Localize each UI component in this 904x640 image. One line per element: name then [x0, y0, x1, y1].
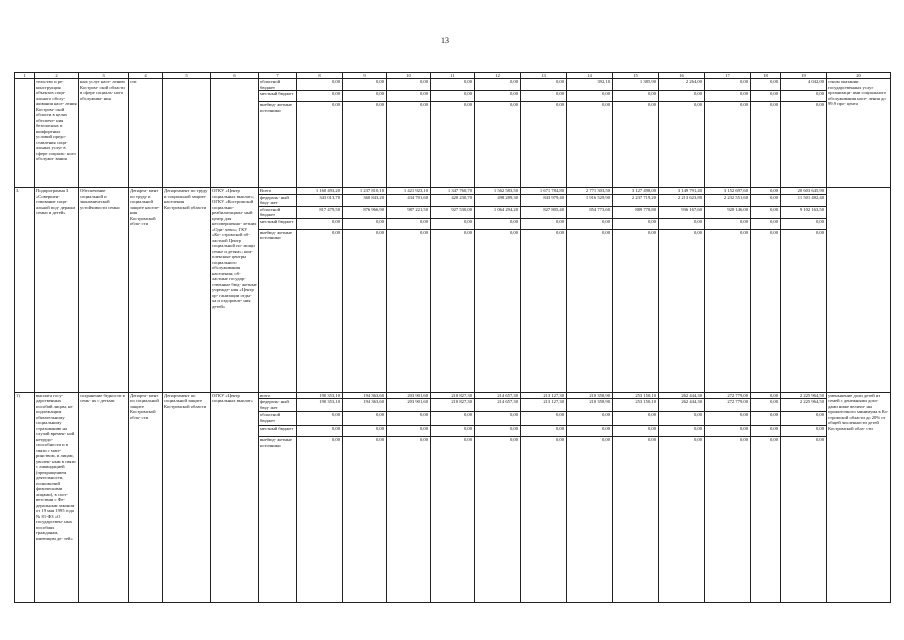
- value-cell: 0,00: [613, 229, 659, 392]
- value-cell: 0,00: [475, 229, 521, 392]
- value-cell: 0,00: [475, 91, 521, 102]
- value-cell: 0,00: [751, 206, 781, 218]
- value-cell: 434 701,60: [387, 194, 431, 206]
- value-cell: 0,00: [475, 102, 521, 188]
- value-cell: 0,00: [567, 412, 613, 426]
- header-cell: 4: [129, 73, 163, 79]
- value-cell: 0,00: [659, 102, 705, 188]
- value-cell: 0,00: [705, 102, 751, 188]
- value-cell: 2 771 303,50: [567, 188, 613, 195]
- value-cell: 420 230,70: [431, 194, 475, 206]
- value-cell: 2 225 964,50: [781, 392, 827, 399]
- value-cell: 1 562 583,50: [475, 188, 521, 195]
- block3-c1: 1): [15, 392, 35, 603]
- value-cell: 0,00: [475, 412, 521, 426]
- value-cell: 190 353,10: [297, 399, 343, 412]
- value-cell: 0,00: [387, 79, 431, 91]
- value-cell: 0,00: [297, 79, 343, 91]
- value-cell: 0,00: [751, 392, 781, 399]
- block3-c2: выплата госу- дарственных пособий лицам, не подлежащим обязательному социальному страхованию на случай времен- ной нетрудо- способности и в связи с мате- ринством, и лицам, уволен- ным в связи с ликвидацией (прекращением деятельности, полномочий физическими лицами), в соот- ветствии с Фе- деральным законом от 19 мая 1995 года № 81-ФЗ «О государствен- ных пособиях гражданам, имеющим де- тей»: [35, 392, 79, 603]
- funding-source: местный бюджет: [259, 426, 297, 437]
- value-cell: 0,00: [659, 218, 705, 229]
- value-cell: 0,00: [521, 437, 567, 603]
- value-cell: 936 167,60: [659, 206, 705, 218]
- header-cell: 3: [79, 73, 129, 79]
- value-cell: 0,00: [567, 102, 613, 188]
- value-cell: 927 530,00: [431, 206, 475, 218]
- value-cell: 272 779,00: [705, 392, 751, 399]
- value-cell: 0,00: [751, 437, 781, 603]
- funding-source: областной бюджет: [259, 206, 297, 218]
- value-cell: 0,00: [751, 426, 781, 437]
- value-cell: 4 042,00: [781, 79, 827, 91]
- block2-c4: Департа- мент по труду и социальной защите населе- ния Костромской обла- сти: [129, 188, 163, 393]
- funding-source: федераль- ный бюд- жет: [259, 194, 297, 206]
- value-cell: 0,00: [475, 218, 521, 229]
- header-cell: 5: [163, 73, 211, 79]
- value-cell: 0,00: [387, 437, 431, 603]
- block1-c1: [15, 79, 35, 188]
- value-cell: 1 064 294,20: [475, 206, 521, 218]
- value-cell: 0,00: [343, 437, 387, 603]
- value-cell: 0,00: [343, 79, 387, 91]
- value-cell: 360 843,20: [343, 194, 387, 206]
- value-cell: 0,00: [387, 91, 431, 102]
- block1-c3: ных услуг насе- лению Костром- ской области в сфере социаль- ного обслужива- ния: [79, 79, 129, 188]
- value-cell: 0,00: [781, 229, 827, 392]
- value-cell: 2 237 719,20: [613, 194, 659, 206]
- page-number: 13: [441, 36, 449, 45]
- value-cell: 0,00: [613, 412, 659, 426]
- value-cell: 0,00: [659, 437, 705, 603]
- value-cell: 0,00: [297, 426, 343, 437]
- value-cell: 0,00: [705, 437, 751, 603]
- value-cell: 1 671 784,80: [521, 188, 567, 195]
- value-cell: 0,00: [781, 91, 827, 102]
- funding-source: областной бюджет: [259, 412, 297, 426]
- value-cell: 854 773,60: [567, 206, 613, 218]
- value-cell: 0,00: [521, 218, 567, 229]
- value-cell: 0,00: [431, 91, 475, 102]
- value-cell: 210 827,30: [431, 399, 475, 412]
- value-cell: 392,10: [567, 79, 613, 91]
- value-cell: 262 444,30: [659, 392, 705, 399]
- value-cell: 817 479,50: [297, 206, 343, 218]
- value-cell: 0,00: [567, 218, 613, 229]
- block2-c3: Обеспечение социальной и экономической устойчивости семьи: [79, 188, 129, 393]
- header-cell: 20: [827, 73, 891, 79]
- value-cell: 0,00: [567, 229, 613, 392]
- program-table: [14, 72, 891, 603]
- value-cell: 0,00: [781, 412, 827, 426]
- value-cell: 210 358,90: [567, 392, 613, 399]
- value-cell: 987 221,50: [387, 206, 431, 218]
- value-cell: 0,00: [431, 437, 475, 603]
- funding-source: всего: [259, 392, 297, 399]
- header-cell: 6: [211, 73, 259, 79]
- value-cell: 343 013,70: [297, 194, 343, 206]
- value-cell: 0,00: [751, 102, 781, 188]
- header-cell: 18: [751, 73, 781, 79]
- value-cell: 253 150,10: [613, 392, 659, 399]
- header-cell: 13: [521, 73, 567, 79]
- value-cell: 0,00: [387, 412, 431, 426]
- value-cell: 214 657,30: [475, 399, 521, 412]
- value-cell: 272 779,00: [705, 399, 751, 412]
- value-cell: 2 213 623,80: [659, 194, 705, 206]
- funding-source: внебюд- жетные источники: [259, 437, 297, 603]
- header-cell: 1: [15, 73, 35, 79]
- header-cell: 17: [705, 73, 751, 79]
- funding-source: внебюд- жетные источники: [259, 102, 297, 188]
- value-cell: 3 149 791,40: [659, 188, 705, 195]
- value-cell: 0,00: [705, 412, 751, 426]
- value-cell: 0,00: [659, 412, 705, 426]
- value-cell: 0,00: [781, 102, 827, 188]
- value-cell: 0,00: [705, 218, 751, 229]
- value-cell: 262 444,30: [659, 399, 705, 412]
- value-cell: 0,00: [751, 188, 781, 195]
- block3-c4: Департа- мент по социальной защите Костромской обла- сти: [129, 392, 163, 603]
- funding-source: федераль- ный бюд- жет: [259, 399, 297, 412]
- value-cell: 0,00: [297, 102, 343, 188]
- block1-c2: тельство и ре- конструкция объектов соци- ального обслу- живания насе- ления Костром- ской области в целях обеспече- ния безопасных и комфортных условий предо- ставления соци- альных услуг в сфере социаль- ного обслужи- вания: [35, 79, 79, 188]
- block3-c20: уменьшение доли детей из семей с денежными дохо- дами ниже величи- ны прожиточного минимума в Ко- стромской области до 20% от общей численности детей Костромской обла- сти: [827, 392, 891, 603]
- header-cell: 14: [567, 73, 613, 79]
- value-cell: 0,00: [343, 412, 387, 426]
- value-cell: 0,00: [475, 437, 521, 603]
- value-cell: 1 347 760,70: [431, 188, 475, 195]
- value-cell: 1 160 493,20: [297, 188, 343, 195]
- value-cell: 0,00: [567, 91, 613, 102]
- header-cell: 9: [343, 73, 387, 79]
- value-cell: 920 146,00: [705, 206, 751, 218]
- value-cell: 0,00: [567, 437, 613, 603]
- value-cell: 0,00: [781, 426, 827, 437]
- value-cell: 0,00: [613, 426, 659, 437]
- block1-c4: сти: [129, 79, 163, 188]
- value-cell: 210 827,30: [431, 392, 475, 399]
- header-cell: 7: [259, 73, 297, 79]
- value-cell: 0,00: [431, 79, 475, 91]
- value-cell: 0,00: [343, 426, 387, 437]
- value-cell: 214 657,30: [475, 392, 521, 399]
- block2-c20: [827, 188, 891, 393]
- funding-source: местный бюджет: [259, 91, 297, 102]
- value-cell: 0,00: [751, 194, 781, 206]
- block2-c5: Департамент по труду и социальной защите населения Костромской области: [163, 188, 211, 393]
- value-cell: 876 966,90: [343, 206, 387, 218]
- header-cell: 16: [659, 73, 705, 79]
- value-cell: 2 264,00: [659, 79, 705, 91]
- value-cell: 0,00: [297, 437, 343, 603]
- block3-c5: Департамент по социальной защите Костромской области: [163, 392, 211, 603]
- header-cell: 19: [781, 73, 827, 79]
- value-cell: 0,00: [659, 229, 705, 392]
- value-cell: 0,00: [659, 426, 705, 437]
- value-cell: 0,00: [705, 426, 751, 437]
- value-cell: 203 901,60: [387, 392, 431, 399]
- value-cell: 0,00: [521, 102, 567, 188]
- value-cell: 1 916 529,90: [567, 194, 613, 206]
- value-cell: 498 289,30: [475, 194, 521, 206]
- value-cell: 0,00: [521, 412, 567, 426]
- value-cell: 0,00: [751, 399, 781, 412]
- value-cell: 0,00: [475, 79, 521, 91]
- block2-c2: Подпрограмма 3 «Совершен- ствование соци- альной под- держки семьи и детей»: [35, 188, 79, 393]
- value-cell: 1 385,90: [613, 79, 659, 91]
- value-cell: 0,00: [751, 218, 781, 229]
- value-cell: 0,00: [387, 229, 431, 392]
- value-cell: 889 778,80: [613, 206, 659, 218]
- value-cell: 0,00: [751, 229, 781, 392]
- value-cell: 20 603 645,90: [781, 188, 827, 195]
- value-cell: 0,00: [343, 91, 387, 102]
- value-cell: 0,00: [613, 218, 659, 229]
- header-cell: 10: [387, 73, 431, 79]
- value-cell: 0,00: [751, 412, 781, 426]
- value-cell: 0,00: [475, 426, 521, 437]
- value-cell: 0,00: [297, 91, 343, 102]
- funding-source: внебюд- жетные источники: [259, 229, 297, 392]
- value-cell: 1 421 923,10: [387, 188, 431, 195]
- value-cell: 2 225 964,50: [781, 399, 827, 412]
- block1-c5: [163, 79, 211, 188]
- value-cell: 0,00: [431, 102, 475, 188]
- value-cell: 0,00: [297, 412, 343, 426]
- value-cell: 0,00: [613, 91, 659, 102]
- value-cell: 253 150,10: [613, 399, 659, 412]
- header-cell: 2: [35, 73, 79, 79]
- value-cell: 3 127 498,00: [613, 188, 659, 195]
- budget-row: [15, 79, 891, 91]
- header-cell: 11: [431, 73, 475, 79]
- value-cell: 0,00: [613, 437, 659, 603]
- value-cell: 0,00: [705, 91, 751, 102]
- funding-source: областной бюджет: [259, 79, 297, 91]
- value-cell: 190 353,10: [297, 392, 343, 399]
- value-cell: 0,00: [297, 229, 343, 392]
- value-cell: 194 363,60: [343, 399, 387, 412]
- value-cell: 0,00: [781, 437, 827, 603]
- value-cell: 0,00: [521, 91, 567, 102]
- value-cell: 210 358,90: [567, 399, 613, 412]
- value-cell: 0,00: [431, 218, 475, 229]
- value-cell: 0,00: [705, 79, 751, 91]
- value-cell: 0,00: [387, 102, 431, 188]
- block3-c3: сохранение бедности в семь- ях с детьми: [79, 392, 129, 603]
- value-cell: 0,00: [659, 91, 705, 102]
- value-cell: 0,00: [431, 412, 475, 426]
- value-cell: 0,00: [521, 426, 567, 437]
- value-cell: 0,00: [431, 229, 475, 392]
- value-cell: 0,00: [521, 229, 567, 392]
- block2-c6: ОГКУ «Центр социальных выплат»; ОГКУ «Костромской социально- реабилитацион- ный центр для несовершенно- летних «Оди- чево»; ГКУ «Ко- стромской об- ластной Центр социальной по- мощи семье и детям»; ком- плексные центры социального обслуживания населения; об- ластные государ- ственные бюд- жетные учрежде- ния «Центр ор- ганизации отды- ха и оздоровле- ния детей»: [211, 188, 259, 393]
- value-cell: 0,00: [751, 91, 781, 102]
- value-cell: 0,00: [297, 218, 343, 229]
- funding-source: местный бюджет: [259, 218, 297, 229]
- value-cell: 0,00: [567, 426, 613, 437]
- value-cell: 0,00: [343, 229, 387, 392]
- value-cell: 213 127,30: [521, 399, 567, 412]
- value-cell: 827 805,40: [521, 206, 567, 218]
- value-cell: 203 901,60: [387, 399, 431, 412]
- value-cell: 0,00: [705, 229, 751, 392]
- value-cell: 3 152 697,60: [705, 188, 751, 195]
- value-cell: 0,00: [387, 426, 431, 437]
- value-cell: 0,00: [387, 218, 431, 229]
- block1-c20: стном оказании государственных услуг организаци- ями социального обслуживания насе- ления до 99,9 про- цента: [827, 79, 891, 188]
- block1-c6: [211, 79, 259, 188]
- value-cell: 843 979,40: [521, 194, 567, 206]
- value-cell: 194 363,60: [343, 392, 387, 399]
- value-cell: 0,00: [613, 102, 659, 188]
- block3-c6: ОГКУ «Центр социальных выплат»: [211, 392, 259, 603]
- value-cell: 0,00: [751, 79, 781, 91]
- header-cell: 15: [613, 73, 659, 79]
- header-cell: 12: [475, 73, 521, 79]
- value-cell: 0,00: [343, 218, 387, 229]
- value-cell: 11 501 482,40: [781, 194, 827, 206]
- value-cell: 213 127,30: [521, 392, 567, 399]
- value-cell: 1 237 810,10: [343, 188, 387, 195]
- value-cell: 0,00: [431, 426, 475, 437]
- block2-c1: 3.: [15, 188, 35, 393]
- value-cell: 2 232 551,60: [705, 194, 751, 206]
- value-cell: 9 102 163,50: [781, 206, 827, 218]
- value-cell: 0,00: [343, 102, 387, 188]
- header-cell: 8: [297, 73, 343, 79]
- value-cell: 0,00: [781, 218, 827, 229]
- value-cell: 0,00: [521, 79, 567, 91]
- funding-source: Всего: [259, 188, 297, 195]
